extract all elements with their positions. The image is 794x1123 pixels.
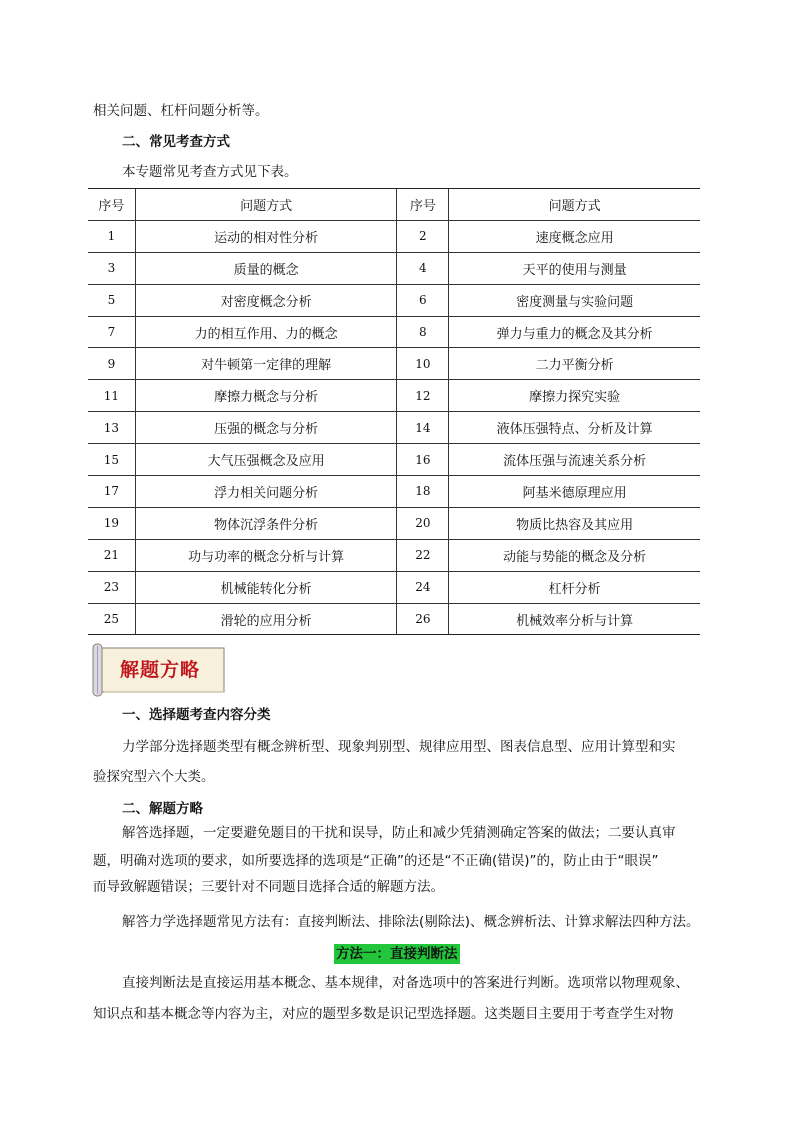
question-type-cell: 压强的概念与分析 xyxy=(135,412,397,444)
section-heading-strategy: 二、解题方略 xyxy=(122,801,203,817)
paragraph-line: 题，明确对选项的要求，如所要选择的选项是“正确”的还是“不正确(错误)”的，防止由于“眼误” xyxy=(93,853,659,869)
question-type-cell: 摩擦力探究实验 xyxy=(449,380,700,412)
question-type-cell: 阿基米德原理应用 xyxy=(449,476,700,508)
table-row xyxy=(88,252,700,284)
question-type-cell: 对牛顿第一定律的理解 xyxy=(135,348,397,380)
table-row xyxy=(88,603,700,635)
table-row xyxy=(88,444,700,476)
row-number-cell: 10 xyxy=(397,348,449,380)
paragraph-line: 解答选择题，一定要避免题目的干扰和误导，防止和减少凭猜测确定答案的做法；二要认真审 xyxy=(122,825,676,841)
intro-tail: 相关问题、杠杆问题分析等。 xyxy=(93,103,269,119)
table-row xyxy=(88,316,700,348)
table-row xyxy=(88,476,700,508)
paragraph-line: 知识点和基本概念等内容为主，对应的题型多数是识记型选择题。这类题目主要用于考查学生对物 xyxy=(93,1006,674,1022)
row-number-cell: 8 xyxy=(397,316,449,348)
row-number-cell: 5 xyxy=(88,284,135,316)
header-cell: 问题方式 xyxy=(135,189,397,221)
row-number-cell: 20 xyxy=(397,507,449,539)
exam-methods-table xyxy=(88,188,700,635)
question-type-cell: 液体压强特点、分析及计算 xyxy=(449,412,700,444)
row-number-cell: 16 xyxy=(397,444,449,476)
question-type-cell: 质量的概念 xyxy=(135,252,397,284)
row-number-cell: 19 xyxy=(88,507,135,539)
paragraph-line: 力学部分选择题类型有概念辨析型、现象判别型、规律应用型、图表信息型、应用计算型和实 xyxy=(122,739,676,755)
question-type-cell: 天平的使用与测量 xyxy=(449,252,700,284)
row-number-cell: 23 xyxy=(88,571,135,603)
table-row xyxy=(88,284,700,316)
methods-summary: 解答力学选择题常见方法有：直接判断法、排除法(剔除法)、概念辨析法、计算求解法四种方法。 xyxy=(122,914,700,930)
row-number-cell: 14 xyxy=(397,412,449,444)
question-type-cell: 密度测量与实验问题 xyxy=(449,284,700,316)
row-number-cell: 24 xyxy=(397,571,449,603)
question-type-cell: 弹力与重力的概念及其分析 xyxy=(449,316,700,348)
row-number-cell: 2 xyxy=(397,220,449,252)
table-row xyxy=(88,412,700,444)
header-cell: 序号 xyxy=(88,189,135,221)
question-type-cell: 物质比热容及其应用 xyxy=(449,507,700,539)
table-row xyxy=(88,348,700,380)
paragraph-line: 而导致解题错误；三要针对不同题目选择合适的解题方法。 xyxy=(93,879,444,895)
row-number-cell: 9 xyxy=(88,348,135,380)
table-intro: 本专题常见考查方式见下表。 xyxy=(122,164,298,180)
table-row xyxy=(88,220,700,252)
row-number-cell: 7 xyxy=(88,316,135,348)
table-row xyxy=(88,507,700,539)
question-type-cell: 摩擦力概念与分析 xyxy=(135,380,397,412)
header-cell: 序号 xyxy=(397,189,449,221)
question-type-cell: 力的相互作用、力的概念 xyxy=(135,316,397,348)
row-number-cell: 6 xyxy=(397,284,449,316)
row-number-cell: 15 xyxy=(88,444,135,476)
row-number-cell: 4 xyxy=(397,252,449,284)
question-type-cell: 机械效率分析与计算 xyxy=(449,603,700,635)
question-type-cell: 动能与势能的概念及分析 xyxy=(449,539,700,571)
method-one-title: 方法一：直接判断法 xyxy=(336,946,458,962)
row-number-cell: 25 xyxy=(88,603,135,635)
row-number-cell: 3 xyxy=(88,252,135,284)
row-number-cell: 17 xyxy=(88,476,135,508)
row-number-cell: 26 xyxy=(397,603,449,635)
solution-strategy-banner xyxy=(90,642,228,698)
question-type-cell: 功与功率的概念分析与计算 xyxy=(135,539,397,571)
paragraph-line: 直接判断法是直接运用基本概念、基本规律，对备选项中的答案进行判断。选项常以物理观象、 xyxy=(122,975,689,991)
question-type-cell: 速度概念应用 xyxy=(449,220,700,252)
section-heading-classification: 一、选择题考查内容分类 xyxy=(122,707,271,723)
question-type-cell: 对密度概念分析 xyxy=(135,284,397,316)
row-number-cell: 21 xyxy=(88,539,135,571)
table-row xyxy=(88,539,700,571)
question-type-cell: 二力平衡分析 xyxy=(449,348,700,380)
row-number-cell: 13 xyxy=(88,412,135,444)
table-header-row xyxy=(88,189,700,221)
row-number-cell: 11 xyxy=(88,380,135,412)
row-number-cell: 22 xyxy=(397,539,449,571)
question-type-cell: 滑轮的应用分析 xyxy=(135,603,397,635)
question-type-cell: 机械能转化分析 xyxy=(135,571,397,603)
table-row xyxy=(88,571,700,603)
row-number-cell: 1 xyxy=(88,220,135,252)
row-number-cell: 12 xyxy=(397,380,449,412)
question-type-cell: 运动的相对性分析 xyxy=(135,220,397,252)
question-type-cell: 浮力相关问题分析 xyxy=(135,476,397,508)
question-type-cell: 流体压强与流速关系分析 xyxy=(449,444,700,476)
banner-title: 解题方略 xyxy=(120,659,201,681)
question-type-cell: 物体沉浮条件分析 xyxy=(135,507,397,539)
paragraph-line: 验探究型六个大类。 xyxy=(93,769,215,785)
header-cell: 问题方式 xyxy=(449,189,700,221)
table-row xyxy=(88,380,700,412)
row-number-cell: 18 xyxy=(397,476,449,508)
question-type-cell: 大气压强概念及应用 xyxy=(135,444,397,476)
section-heading-exam-methods: 二、常见考查方式 xyxy=(122,134,230,150)
question-type-cell: 杠杆分析 xyxy=(449,571,700,603)
